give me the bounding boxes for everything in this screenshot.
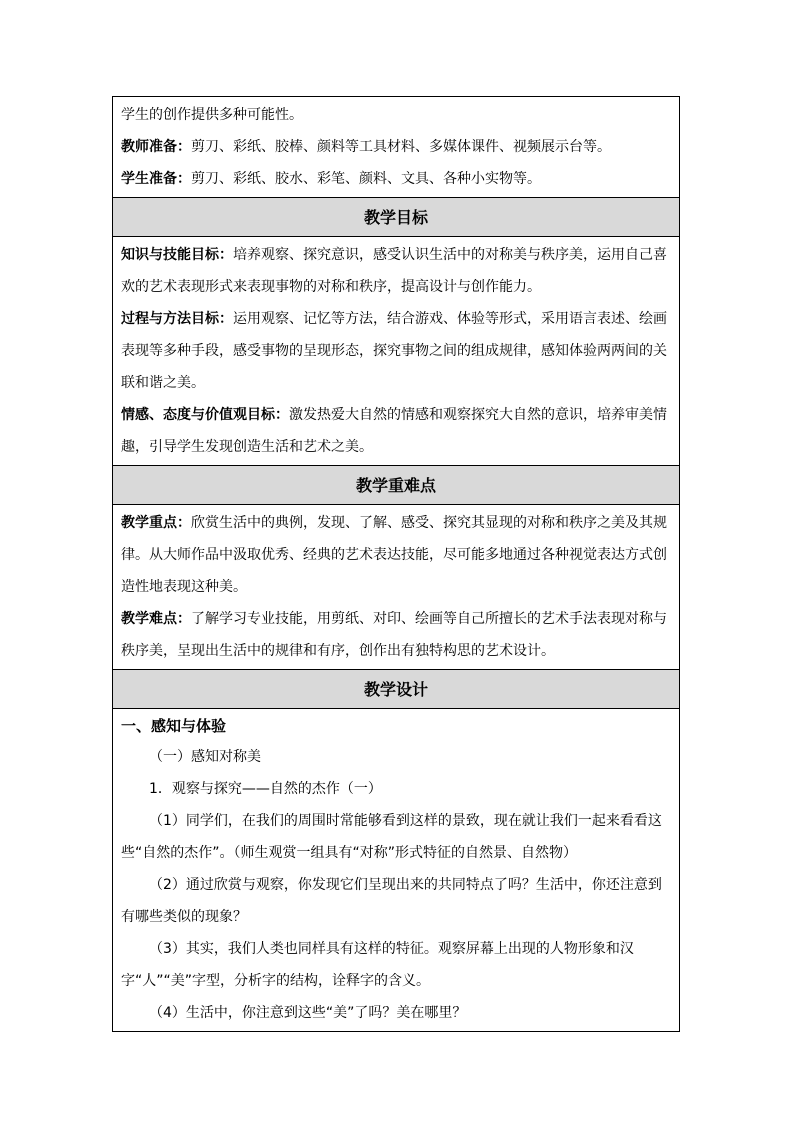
hard-point-text: 了解学习专业技能，用剪纸、对印、绘画等自己所擅长的艺术手法表现对称与秩序美，呈现出生活中的规律和有序，创作出有独特构思的艺术设计。 — [121, 611, 667, 659]
student-prep-text: 剪刀、彩纸、胶水、彩笔、颜料、文具、各种小实物等。 — [191, 171, 541, 187]
knowledge-goal-label: 知识与技能目标： — [121, 247, 233, 263]
process-goal-text: 运用观察、记忆等方法，结合游戏、体验等形式，采用语言表述、绘画表现等多种手段，感受事物的呈现形态，探究事物之间的组成规律，感知体验两两间的关联和谐之美。 — [121, 311, 667, 391]
lesson-plan-table — [112, 96, 680, 1032]
difficulty-header: 教学重难点 — [113, 466, 679, 505]
student-prep — [121, 163, 671, 195]
process-goal — [121, 303, 671, 399]
difficulty-cell — [113, 505, 679, 670]
preparation-cell — [113, 97, 679, 198]
teacher-prep-label: 教师准备： — [121, 139, 191, 155]
teacher-prep-text: 剪刀、彩纸、胶棒、颜料等工具材料、多媒体课件、视频展示台等。 — [191, 139, 611, 155]
student-prep-label: 学生准备： — [121, 171, 191, 187]
activity-step-1: （1）同学们，在我们的周围时常能够看到这样的景致，现在就让我们一起来看看这些“自然的杰作”。（师生观赏一组具有“对称”形式特征的自然景、自然物） — [121, 813, 662, 861]
design-cell — [113, 709, 679, 1031]
knowledge-goal-text: 培养观察、探究意识，感受认识生活中的对称美与秩序美，运用自己喜欢的艺术表现形式来表现事物的对称和秩序，提高设计与创作能力。 — [121, 247, 667, 295]
knowledge-goal — [121, 239, 671, 303]
activity-step-3: （3）其实，我们人类也同样具有这样的特征。观察屏幕上出现的人物形象和汉字“人”“美”字型，分析字的结构，诠释字的含义。 — [121, 941, 634, 989]
attitude-goal — [121, 399, 671, 463]
goals-header: 教学目标 — [113, 198, 679, 237]
key-point-label: 教学重点： — [121, 515, 191, 531]
section-heading: 一、感知与体验 — [121, 717, 227, 735]
activity-step-4: （4）生活中，你注意到这些“美”了吗？美在哪里？ — [149, 1005, 467, 1021]
process-goal-label: 过程与方法目标： — [121, 311, 233, 327]
hard-point — [121, 603, 671, 667]
design-header: 教学设计 — [113, 670, 679, 709]
prep-continuation: 学生的创作提供多种可能性。 — [121, 107, 303, 123]
subsection-heading: （一）感知对称美 — [149, 749, 261, 765]
teacher-prep — [121, 131, 671, 163]
key-point-text: 欣赏生活中的典例，发现、了解、感受、探究其显现的对称和秩序之美及其规律。从大师作品中汲取优秀、经典的艺术表达技能，尽可能多地通过各种视觉表达方式创造性地表现这种美。 — [121, 515, 667, 595]
goals-cell — [113, 237, 679, 466]
key-point — [121, 507, 671, 603]
hard-point-label: 教学难点： — [121, 611, 191, 627]
activity-step-2: （2）通过欣赏与观察，你发现它们呈现出来的共同特点了吗？生活中，你还注意到有哪些类似的现象？ — [121, 877, 662, 925]
attitude-goal-label: 情感、态度与价值观目标： — [121, 407, 289, 423]
activity-heading: 1．观察与探究——自然的杰作（一） — [149, 781, 382, 797]
attitude-goal-text: 激发热爱大自然的情感和观察探究大自然的意识，培养审美情趣，引导学生发现创造生活和艺术之美。 — [121, 407, 667, 455]
